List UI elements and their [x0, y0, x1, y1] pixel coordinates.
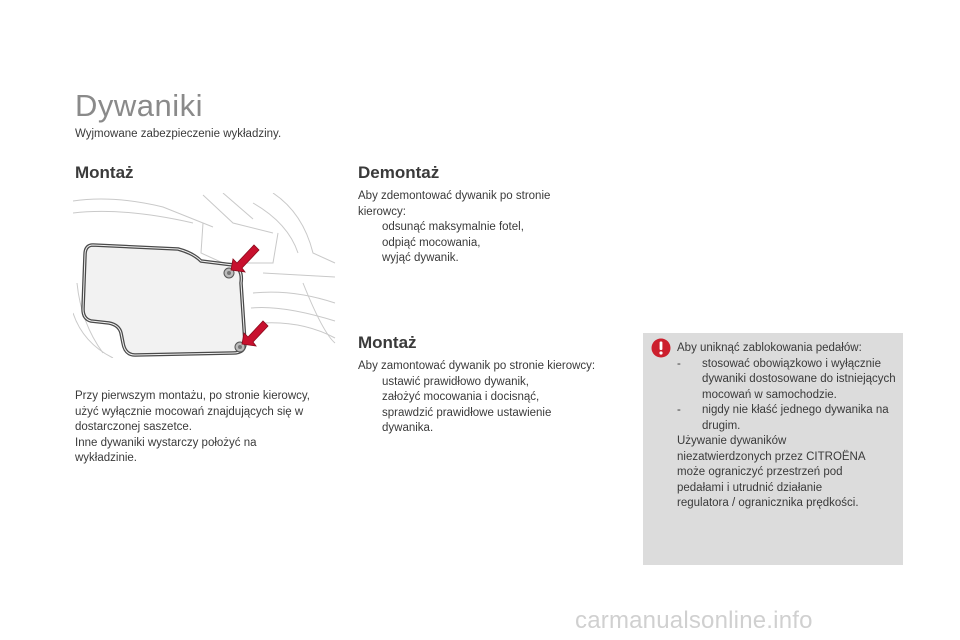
warning-item: - stosować obowiązkowo i wyłącznie dywaniki dostosowane do istniejących mocowań w samochodzie. — [677, 357, 896, 401]
page-subtitle: Wyjmowane zabezpieczenie wykładziny. — [75, 128, 282, 140]
paragraph-line: dostarczonej saszetce. — [75, 421, 192, 433]
removal-intro-line: Aby zdemontować dywanik po stronie — [358, 190, 551, 202]
first-fitting-paragraph — [75, 389, 340, 467]
warning-note-line: regulatora / ogranicznika prędkości. — [677, 497, 859, 509]
floor-mat-illustration — [73, 193, 338, 358]
fitting-intro: Aby zamontować dywanik po stronie kierowcy: — [358, 360, 596, 372]
warning-intro: Aby uniknąć zablokowania pedałów: — [677, 342, 862, 354]
paragraph-line: użyć wyłącznie mocowań znajdujących się w — [75, 405, 304, 418]
warning-note-line: niezatwierdzonych przez CITROËNA — [677, 450, 866, 463]
removal-steps — [358, 220, 618, 267]
removal-step: wyjąć dywanik. — [382, 252, 459, 264]
warning-list — [677, 357, 897, 435]
paragraph-line: Przy pierwszym montażu, po stronie kierowcy, — [75, 390, 310, 402]
fitting-steps — [358, 375, 573, 437]
removal-step: odpiąć mocowania, — [382, 236, 481, 249]
watermark: carmanualsonline.info — [575, 607, 813, 634]
fitting-step: sprawdzić prawidłowe ustawienie dywanika. — [382, 406, 552, 434]
fitting-heading-left: Montaż — [75, 163, 134, 182]
arrow-upper — [231, 245, 259, 272]
fitting-heading: Montaż — [358, 333, 417, 352]
warning-exclamation-icon — [651, 338, 671, 358]
warning-note-line: pedałami i utrudnić działanie — [677, 481, 823, 494]
paragraph-line: Inne dywaniki wystarczy położyć na — [75, 436, 257, 449]
warning-item: - nigdy nie kłaść jednego dywanika na drugim. — [677, 404, 889, 432]
removal-heading: Demontaż — [358, 163, 440, 182]
warning-note-line: może ograniczyć przestrzeń pod — [677, 466, 843, 478]
page-title: Dywaniki — [75, 88, 204, 123]
warning-note-line: Używanie dywaników — [677, 435, 787, 447]
fitting-step: założyć mocowania i docisnąć, — [382, 391, 540, 403]
fitting-instructions — [358, 359, 628, 437]
removal-intro-line: kierowcy: — [358, 205, 406, 218]
removal-step: odsunąć maksymalnie fotel, — [382, 221, 524, 233]
paragraph-line: wykładzinie. — [75, 452, 137, 464]
warning-text — [677, 341, 897, 512]
removal-instructions — [358, 189, 618, 267]
fitting-step: ustawić prawidłowo dywanik, — [382, 375, 530, 388]
